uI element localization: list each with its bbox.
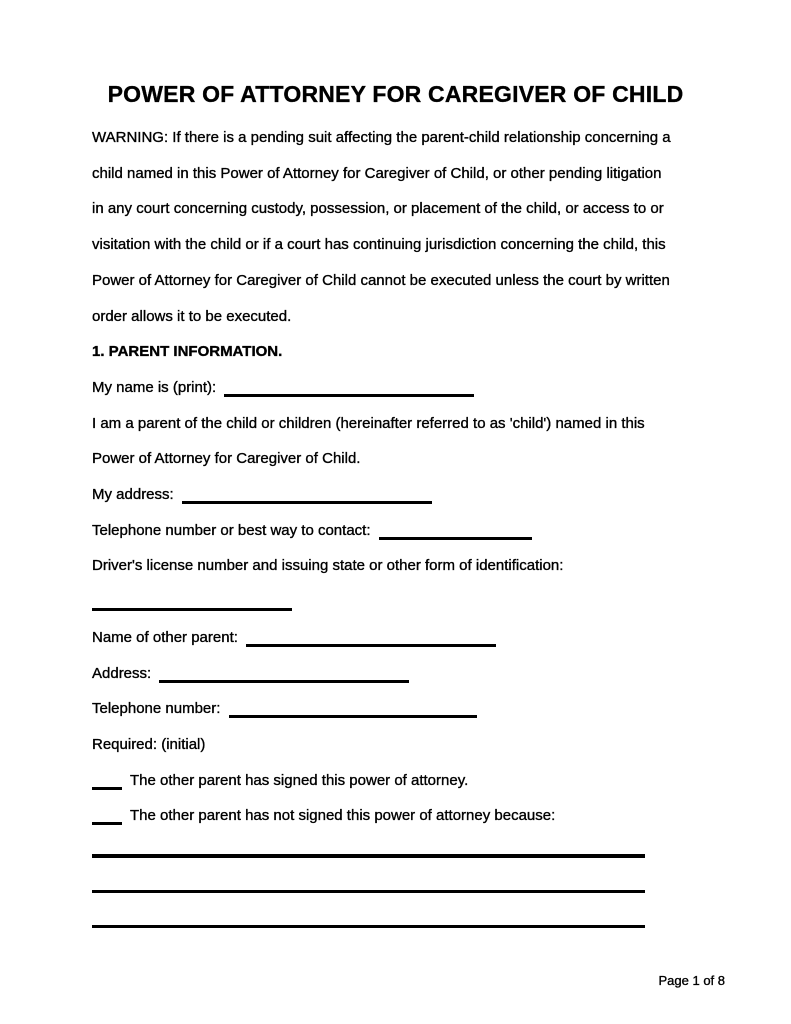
option-signed-initial-blank[interactable]: [92, 772, 122, 790]
warning-line-3: in any court concerning custody, possession, or placement of the child, or access to or: [92, 200, 664, 218]
warning-line-1: WARNING: If there is a pending suit affecting the parent-child relationship concerning a: [92, 129, 671, 146]
option-signed-row: [92, 763, 731, 799]
other-parent-address-row: [92, 656, 731, 692]
other-parent-phone-row: [92, 691, 731, 727]
reason-blank-line-1[interactable]: [92, 834, 645, 858]
parent-contact-label: Telephone number or best way to contact:: [92, 521, 371, 539]
license-blank-row: [92, 584, 731, 620]
parent-address-label: My address:: [92, 486, 174, 504]
parent-name-label: My name is (print):: [92, 378, 217, 396]
other-parent-name-row: [92, 620, 731, 656]
other-parent-address-label: Address:: [92, 664, 152, 682]
option-signed-text: The other parent has signed this power of attorney.: [130, 771, 469, 789]
license-blank[interactable]: [92, 593, 292, 611]
section-heading-parent-information: 1. PARENT INFORMATION.: [92, 343, 283, 361]
parent-address-row: [92, 477, 731, 513]
option-not-signed-text: The other parent has not signed this power of attorney because:: [130, 807, 556, 825]
license-label: Driver's license number and issuing state or other form of identification:: [92, 557, 564, 575]
parent-name-blank[interactable]: [224, 379, 474, 397]
page-number: Page 1 of 8: [658, 973, 725, 988]
other-parent-name-label: Name of other parent:: [92, 628, 238, 646]
reason-blank-line-3[interactable]: [92, 893, 645, 928]
other-parent-phone-label: Telephone number:: [92, 700, 221, 718]
option-not-signed-row: [92, 798, 731, 834]
warning-line-4: visitation with the child or if a court has continuing jurisdiction concerning the child, this: [92, 236, 666, 254]
parent-contact-blank[interactable]: [379, 522, 532, 540]
required-initial-label: Required: (initial): [92, 735, 206, 753]
other-parent-name-blank[interactable]: [246, 629, 496, 647]
document-body: [0, 106, 791, 928]
reason-lines: [92, 834, 731, 928]
warning-line-6: order allows it to be executed.: [92, 307, 292, 325]
other-parent-phone-blank[interactable]: [229, 700, 477, 718]
parent-statement-line-1: I am a parent of the child or children (hereinafter referred to as 'child') named in this: [92, 414, 645, 432]
license-label-row: [92, 548, 731, 584]
parent-name-row: [92, 370, 731, 406]
parent-statement-line-2: Power of Attorney for Caregiver of Child.: [92, 450, 361, 468]
page-title: POWER OF ATTORNEY FOR CAREGIVER OF CHILD: [107, 81, 684, 107]
option-not-signed-initial-blank[interactable]: [92, 807, 122, 825]
parent-contact-row: [92, 513, 731, 549]
other-parent-address-blank[interactable]: [159, 665, 409, 683]
warning-line-2: child named in this Power of Attorney for Caregiver of Child, or other pending litigation: [92, 164, 662, 182]
warning-line-5: Power of Attorney for Caregiver of Child cannot be executed unless the court by written: [92, 271, 670, 289]
reason-blank-line-2[interactable]: [92, 858, 645, 893]
parent-address-blank[interactable]: [182, 486, 432, 504]
